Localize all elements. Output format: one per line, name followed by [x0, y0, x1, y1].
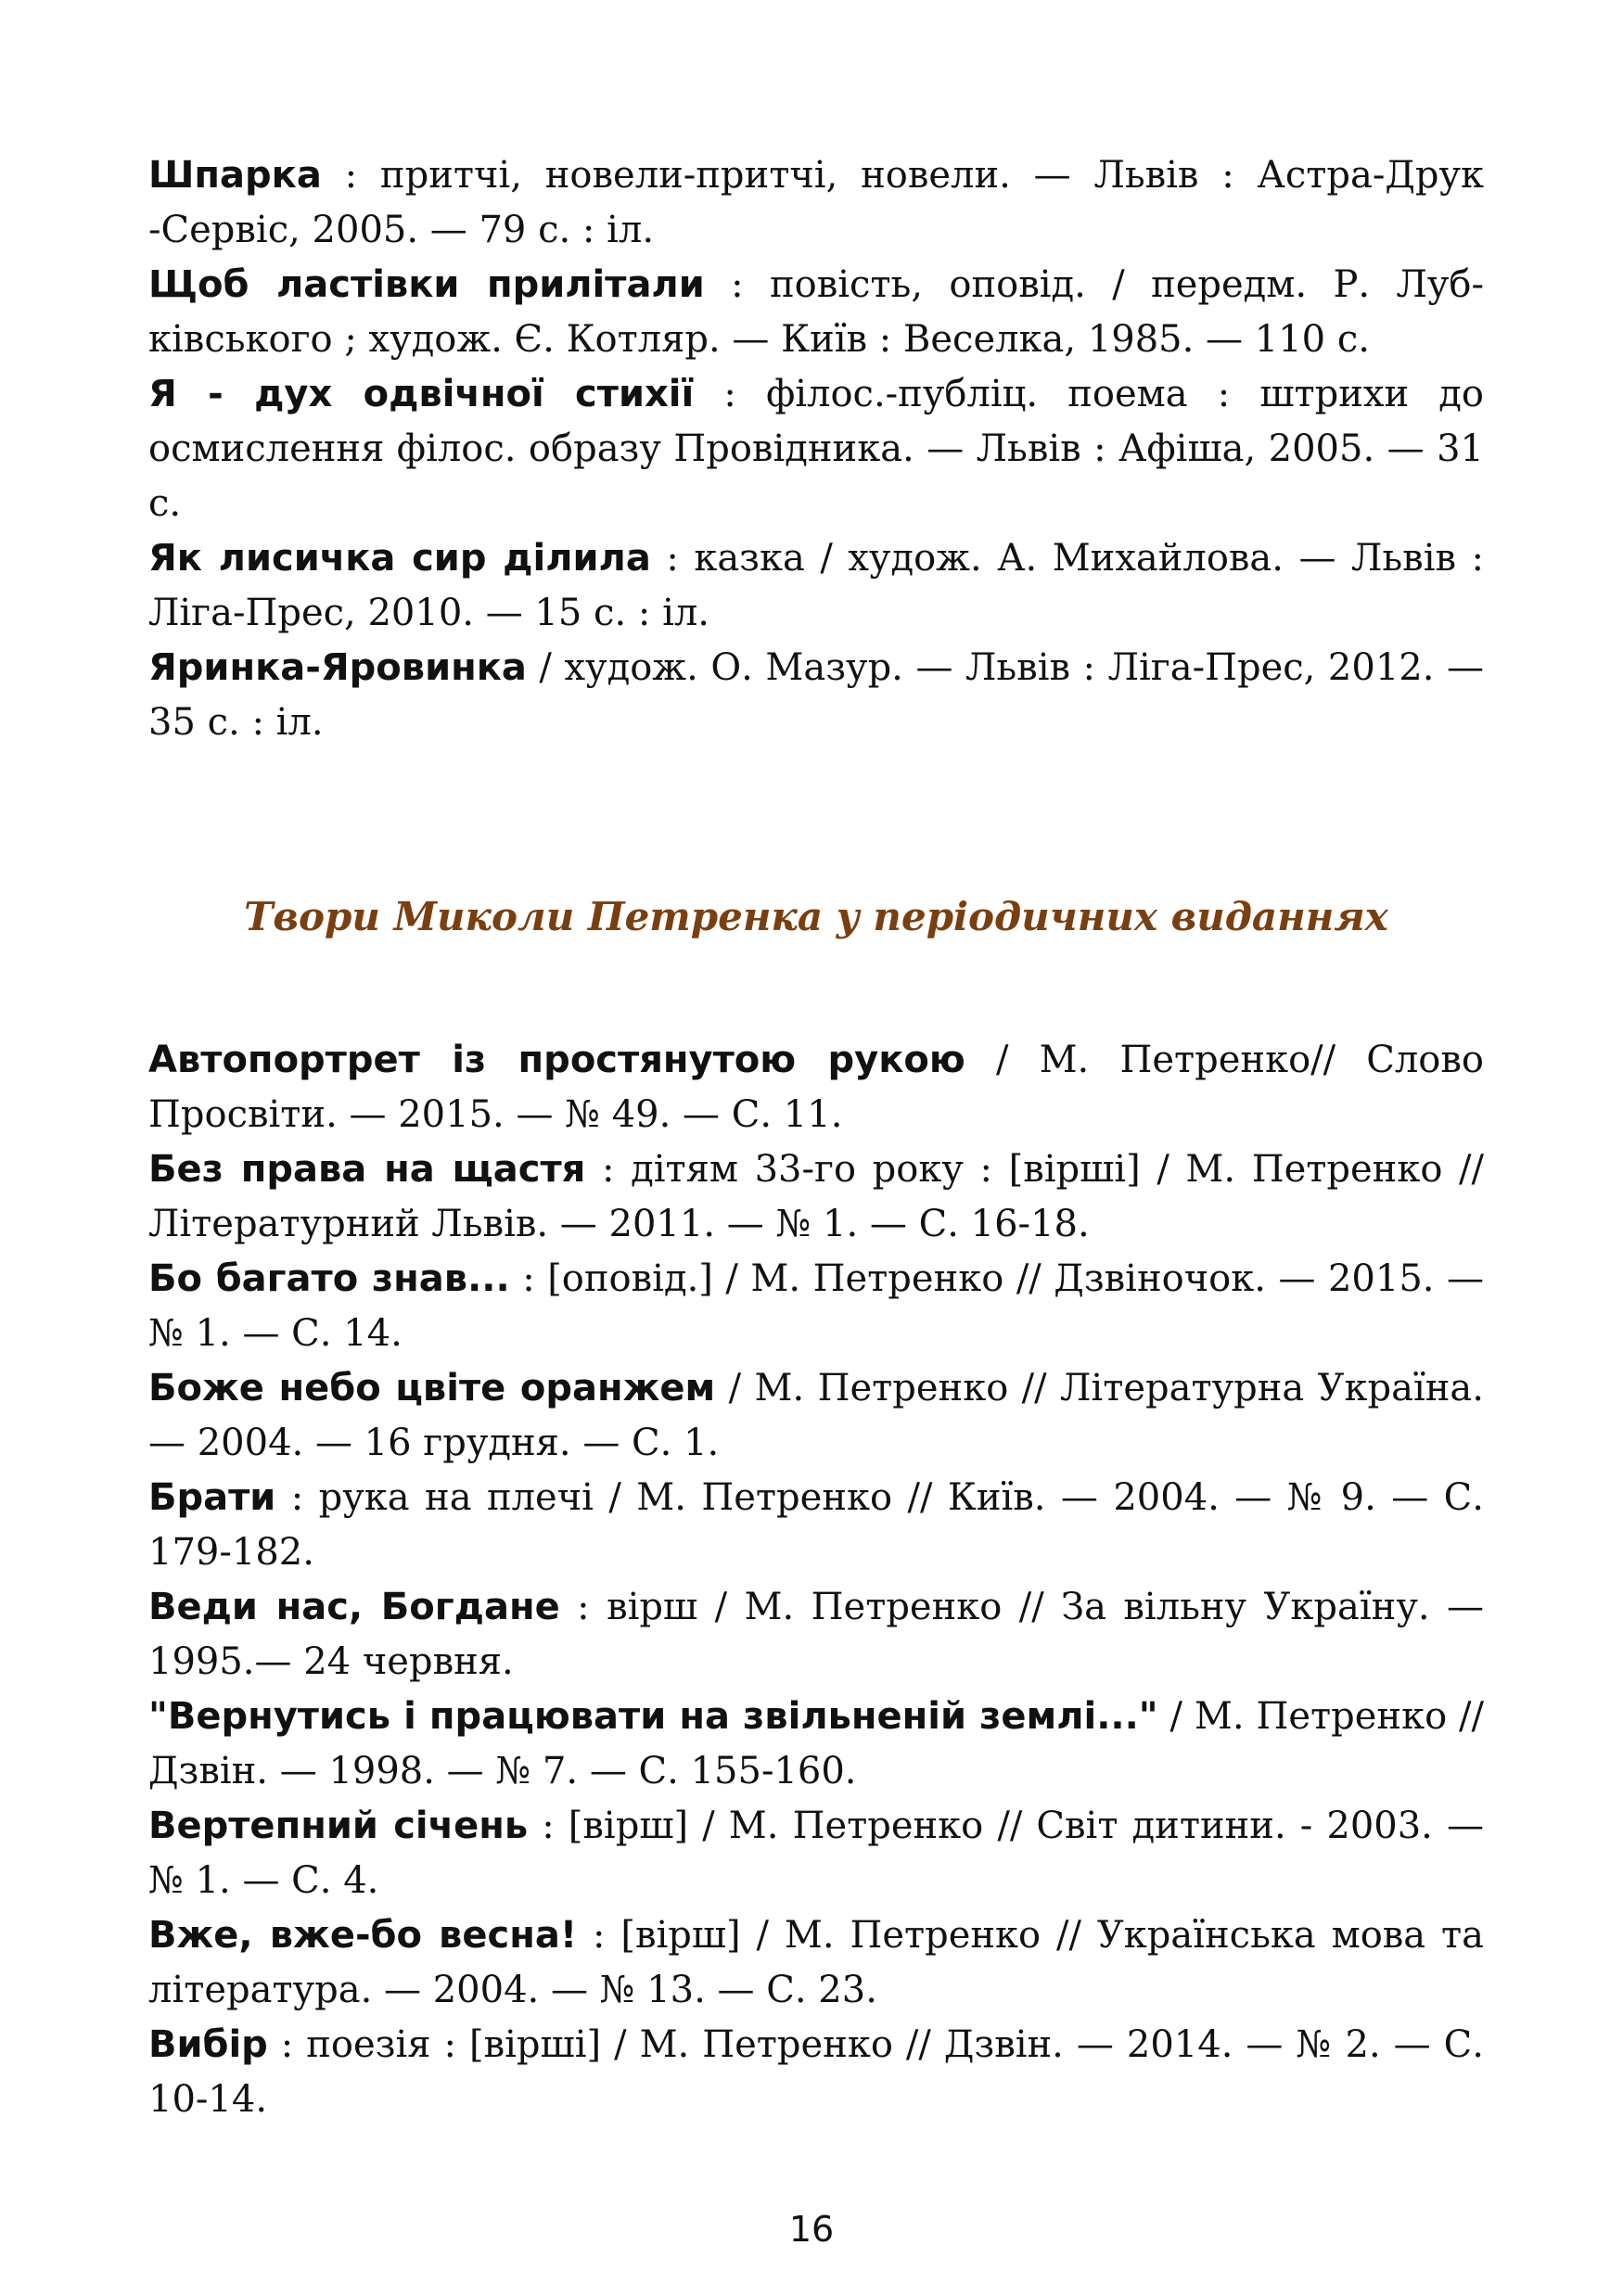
entry-details: / худож. О. Мазур. — Львів : Ліга-Прес, 2012. — 35 с. : іл. — [148, 646, 1484, 744]
bibliography-list-periodicals — [148, 1033, 1484, 2127]
bibliography-entry — [148, 1690, 1484, 1799]
bibliography-list-top — [148, 148, 1484, 750]
bibliography-entry — [148, 1033, 1484, 1142]
entry-details: / М. Петренко // Дзвін. — 1998. — № 7. — С. 155-160. — [148, 1695, 1485, 1792]
page-content — [148, 148, 1484, 2127]
entry-title: Вже, вже-бо весна! — [148, 1914, 578, 1957]
entry-title: Боже небо цвіте оранжем — [148, 1367, 716, 1409]
entry-title: Брати — [148, 1476, 276, 1519]
bibliography-entry — [148, 1142, 1484, 1252]
entry-details: : філос.-публіц. поема : штрихи до осмислення філос. образу Провідника. — Львів : Афіша, 2005. — 31 с. — [148, 373, 1484, 525]
bibliography-entry — [148, 148, 1484, 258]
entry-details: / М. Петренко // Літературна Україна. — 2004. — 16 грудня. — С. 1. — [148, 1367, 1484, 1464]
bibliography-entry — [148, 258, 1484, 367]
bibliography-entry — [148, 1799, 1484, 1908]
entry-details: : притчі, новели-притчі, новели. — Львів : Астра-Друк -Сервіс, 2005. — 79 с. : іл. — [148, 154, 1484, 251]
entry-title: Вертепний січень — [148, 1805, 529, 1847]
entry-details: : [вірш] / М. Петренко // Українська мова та література. — 2004. — № 13. — С. 23. — [148, 1914, 1484, 2011]
entry-title: Я - дух одвічної стихії — [148, 373, 695, 415]
entry-details: : повість, оповід. / передм. Р. Лубківського ; худож. Є. Котляр. — Київ : Веселка, 1985. — 110 с. — [148, 263, 1484, 361]
bibliography-entry — [148, 1908, 1484, 2018]
entry-title: Як лисичка сир ділила — [148, 537, 651, 580]
entry-details: : поезія : [вірші] / М. Петренко // Дзвін. — 2014. — № 2. — С. 10-14. — [148, 2023, 1484, 2121]
bibliography-entry — [148, 367, 1484, 531]
entry-details: : казка / худож. А. Михайлова. — Львів : Ліга-Прес, 2010. — 15 с. : іл. — [148, 537, 1484, 634]
entry-details: : [оповід.] / М. Петренко // Дзвіночок. — 2015. — № 1. — С. 14. — [148, 1257, 1484, 1355]
bibliography-entry — [148, 531, 1484, 641]
bibliography-entry — [148, 1471, 1484, 1580]
bibliography-entry — [148, 1252, 1484, 1361]
entry-title: Без права на щастя — [148, 1148, 586, 1191]
entry-title: Вибір — [148, 2023, 268, 2066]
entry-title: Веди нас, Богдане — [148, 1586, 560, 1628]
bibliography-entry — [148, 641, 1484, 750]
entry-title: Шпарка — [148, 154, 322, 197]
entry-title: "Вернутись і працювати на звільненій землі..." — [148, 1695, 1158, 1738]
entry-details: : вірш / М. Петренко // За вільну Україну. — 1995.— 24 червня. — [148, 1586, 1485, 1683]
entry-title: Яринка-Яровинка — [148, 646, 527, 689]
entry-details: / М. Петренко// Слово Просвіти. — 2015. — № 49. — С. 11. — [148, 1039, 1484, 1136]
bibliography-entry — [148, 1580, 1484, 1690]
entry-title: Автопортрет із простянутою рукою — [148, 1039, 965, 1081]
bibliography-entry — [148, 2018, 1484, 2127]
bibliography-entry — [148, 1361, 1484, 1471]
section-heading: Твори Миколи Петренка у періодичних виданнях — [244, 894, 1388, 939]
entry-details: : [вірш] / М. Петренко // Світ дитини. - 2003. — № 1. — С. 4. — [148, 1805, 1484, 1902]
entry-details: : рука на плечі / М. Петренко // Київ. — 2004. — № 9. — С. 179-182. — [148, 1476, 1484, 1574]
page-number: 16 — [788, 2209, 835, 2250]
entry-title: Бо багато знав... — [148, 1257, 510, 1300]
entry-title: Щоб ластівки прилітали — [148, 263, 705, 306]
entry-details: : дітям 33-го року : [вірші] / М. Петренко // Літературний Львів. — 2011. — № 1. — С. 16-18. — [148, 1148, 1484, 1245]
